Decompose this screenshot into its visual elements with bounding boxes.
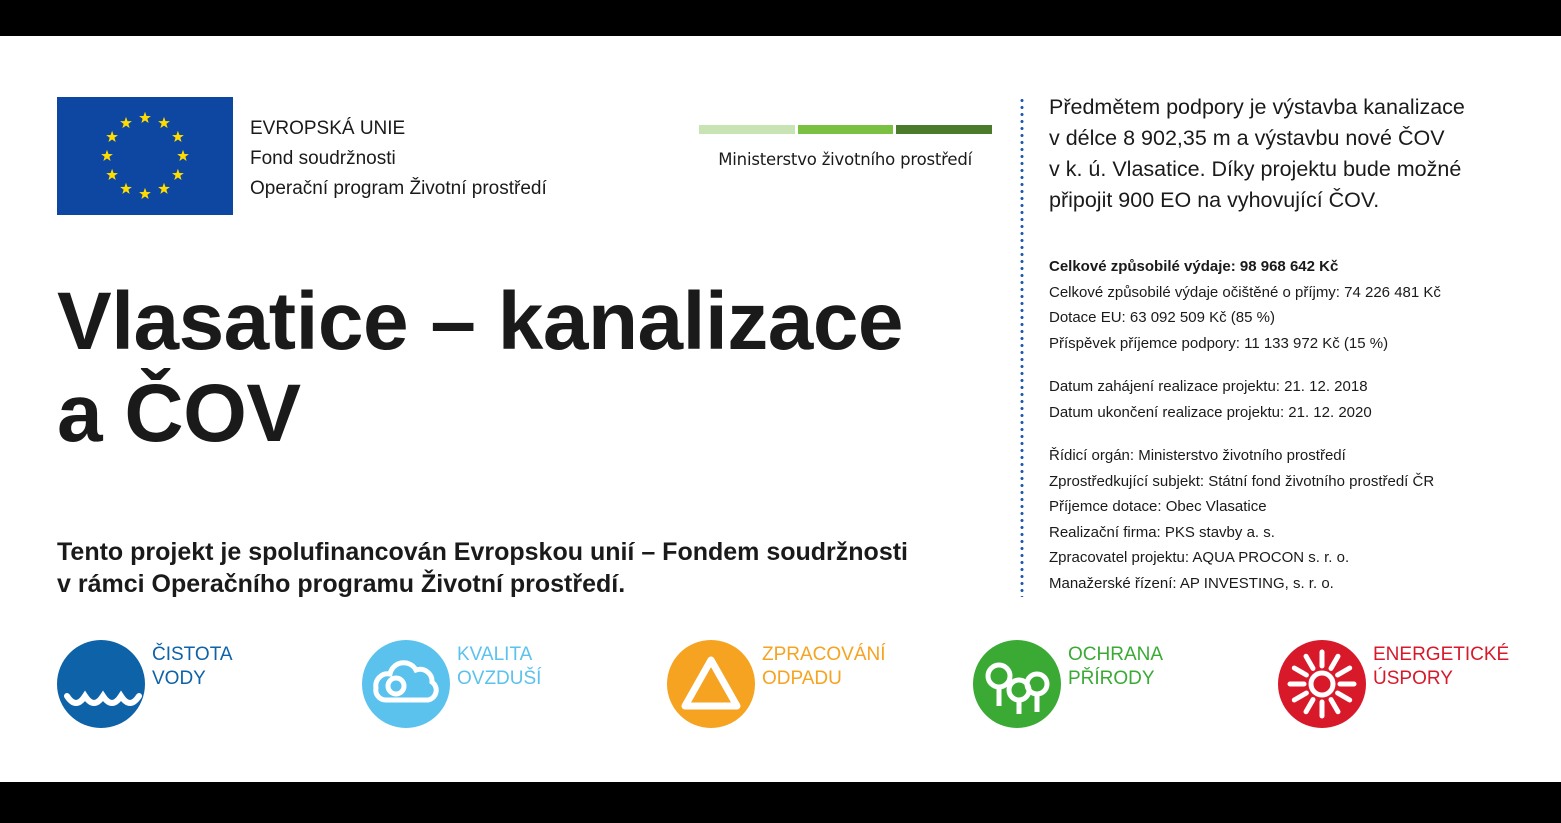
subject-line-1: Předmětem podpory je výstavba kanalizace bbox=[1049, 95, 1465, 119]
sun-ray-icon bbox=[1331, 656, 1338, 668]
grant-recipient: Příjemce dotace: Obec Vlasatice bbox=[1049, 498, 1267, 515]
project-title-line-1: Vlasatice – kanalizace bbox=[57, 276, 904, 367]
trees-icon bbox=[973, 640, 1061, 728]
subject-line-4: připojit 900 EO na vyhovující ČOV. bbox=[1049, 188, 1380, 212]
eu-star-icon bbox=[158, 183, 170, 194]
ministry-label: Ministerstvo životního prostředí bbox=[718, 150, 972, 169]
topic-air-line-2: OVZDUŠÍ bbox=[457, 668, 542, 689]
recycle-triangle-icon bbox=[667, 640, 755, 728]
topic-energy-line-1: ENERGETICKÉ bbox=[1373, 644, 1510, 665]
eu-program-block bbox=[250, 114, 547, 204]
topic-water-label bbox=[152, 643, 233, 691]
topic-nature-line-1: OCHRANA bbox=[1068, 644, 1164, 665]
project-management: Manažerské řízení: AP INVESTING, s. r. o. bbox=[1049, 574, 1334, 592]
end-date: Datum ukončení realizace projektu: 21. 12. 2020 bbox=[1049, 403, 1372, 421]
project-subject bbox=[1049, 92, 1549, 216]
ministry-logo bbox=[699, 125, 992, 169]
ministry-bar-mid bbox=[798, 125, 894, 134]
eu-star-icon bbox=[139, 112, 151, 123]
sun-ray-icon bbox=[1338, 668, 1350, 675]
fund-name: Fond soudržnosti bbox=[250, 148, 396, 169]
subject-line-2: v délce 8 902,35 m a výstavbu nové ČOV bbox=[1049, 126, 1445, 150]
project-title bbox=[57, 276, 903, 460]
ministry-bar-light bbox=[699, 125, 795, 134]
eu-star-icon bbox=[120, 183, 132, 194]
project-title-line-2: a ČOV bbox=[57, 368, 301, 459]
start-date: Datum zahájení realizace projektu: 21. 12. 2018 bbox=[1049, 378, 1368, 395]
topic-air-line-1: KVALITA bbox=[457, 644, 533, 665]
contractor: Realizační firma: PKS stavby a. s. bbox=[1049, 523, 1275, 541]
intermediary-body: Zprostředkující subjekt: Státní fond životního prostředí ČR bbox=[1049, 472, 1435, 490]
eu-star-icon bbox=[172, 131, 184, 142]
topic-energy-line-2: ÚSPORY bbox=[1373, 668, 1453, 689]
sun-icon bbox=[1278, 640, 1366, 728]
project-details bbox=[1049, 92, 1549, 596]
topic-water-line-2: VODY bbox=[152, 668, 206, 689]
topic-water-line-1: ČISTOTA bbox=[152, 644, 233, 665]
finance-block bbox=[1049, 254, 1549, 356]
topic-air-label bbox=[457, 643, 541, 691]
topic-waste-line-1: ZPRACOVÁNÍ bbox=[762, 644, 886, 665]
project-designer: Zpracovatel projektu: AQUA PROCON s. r. o. bbox=[1049, 549, 1350, 566]
eu-star-icon bbox=[106, 131, 118, 142]
eu-star-icon bbox=[177, 150, 189, 161]
cloud-icon bbox=[362, 640, 450, 728]
topic-waste-label bbox=[762, 643, 886, 691]
eu-star-icon bbox=[139, 188, 151, 199]
parties-block bbox=[1049, 443, 1549, 596]
eu-star-icon bbox=[106, 169, 118, 180]
eu-grant: Dotace EU: 63 092 509 Kč (85 %) bbox=[1049, 309, 1275, 326]
dates-block bbox=[1049, 374, 1549, 425]
sun-ray-icon bbox=[1294, 693, 1306, 700]
managing-authority: Řídicí orgán: Ministerstvo životního prostředí bbox=[1049, 447, 1346, 464]
billboard bbox=[0, 36, 1561, 782]
water-icon bbox=[57, 640, 145, 728]
program-name: Operační program Životní prostředí bbox=[250, 178, 547, 199]
sun-ray-icon bbox=[1306, 700, 1313, 712]
sun-ray-icon bbox=[1294, 668, 1306, 675]
dotted-divider bbox=[1020, 97, 1024, 597]
topic-energy-label bbox=[1373, 643, 1509, 691]
net-eligible-costs: Celkové způsobilé výdaje očištěné o příjmy: 74 226 481 Kč bbox=[1049, 283, 1441, 301]
cofinancing-statement bbox=[57, 536, 908, 600]
ministry-color-bars bbox=[699, 125, 992, 134]
topic-waste-line-2: ODPADU bbox=[762, 668, 842, 689]
cofinancing-line-2: v rámci Operačního programu Životní prostředí. bbox=[57, 570, 626, 598]
ministry-bar-dark bbox=[896, 125, 992, 134]
sun-ray-icon bbox=[1306, 656, 1313, 668]
sun-ray-icon bbox=[1331, 700, 1338, 712]
eu-name: EVROPSKÁ UNIE bbox=[250, 118, 406, 139]
eu-star-icon bbox=[120, 117, 132, 128]
sun-ray-icon bbox=[1338, 693, 1350, 700]
recipient-contribution: Příspěvek příjemce podpory: 11 133 972 Kč (15 %) bbox=[1049, 334, 1389, 352]
eu-star-icon bbox=[172, 169, 184, 180]
topic-nature-line-2: PŘÍRODY bbox=[1068, 668, 1155, 689]
topic-nature-label bbox=[1068, 643, 1163, 691]
eu-star-icon bbox=[158, 117, 170, 128]
total-eligible-costs: Celkové způsobilé výdaje: 98 968 642 Kč bbox=[1049, 258, 1339, 275]
cofinancing-line-1: Tento projekt je spolufinancován Evropskou unií – Fondem soudržnosti bbox=[57, 538, 909, 566]
subject-line-3: v k. ú. Vlasatice. Díky projektu bude možné bbox=[1049, 157, 1462, 181]
eu-star-icon bbox=[101, 150, 113, 161]
eu-flag-icon bbox=[57, 97, 233, 215]
